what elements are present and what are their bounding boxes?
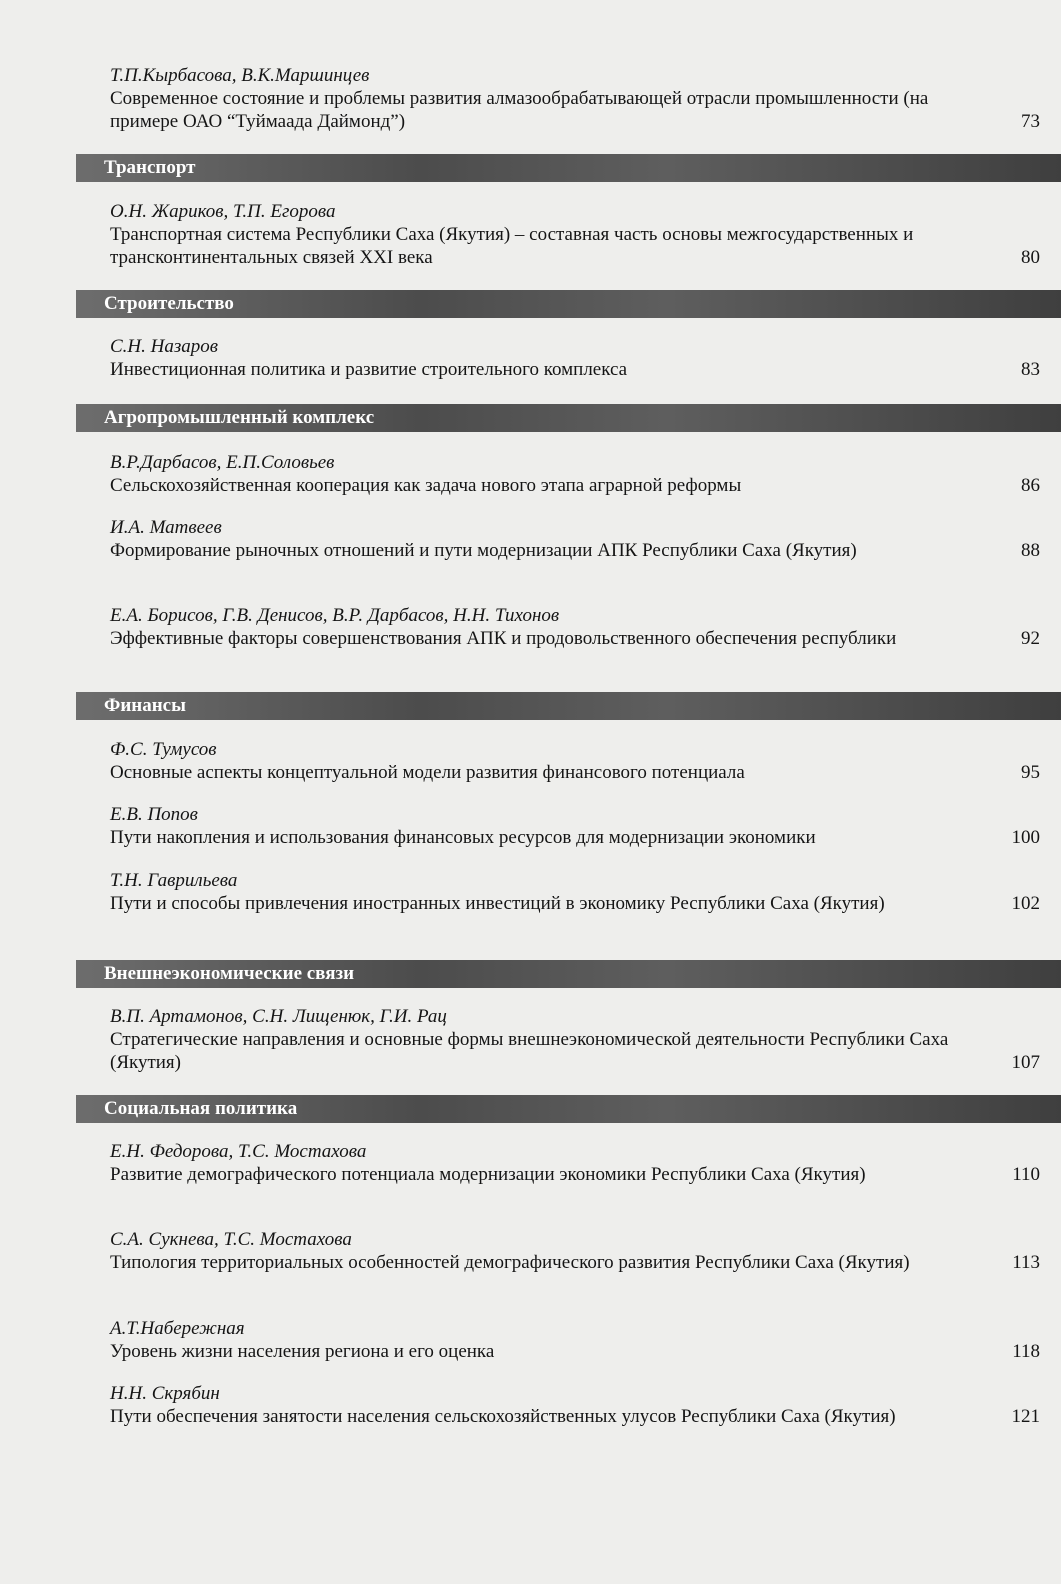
section-label: Агропромышленный комплекс <box>104 407 375 428</box>
entry-title: Пути обеспечения занятости населения сельскохозяйственных улусов Республики Саха (Якутия) <box>110 1406 896 1427</box>
section-label: Строительство <box>104 293 234 314</box>
entry-authors: С.Н. Назаров <box>110 336 219 357</box>
entry-authors: И.А. Матвеев <box>110 517 222 538</box>
toc-entry <box>110 451 1040 497</box>
entry-page-number: 92 <box>1021 628 1040 649</box>
entry-title: Стратегические направления и основные формы внешнеэкономической деятельности Республики Саха (Якутия) <box>110 1029 949 1073</box>
section-label: Социальная политика <box>104 1098 298 1119</box>
section-label: Финансы <box>104 695 186 716</box>
entry-title: Сельскохозяйственная кооперация как задача нового этапа аграрной реформы <box>110 475 742 496</box>
section-label: Транспорт <box>104 157 196 178</box>
entry-page-number: 80 <box>1021 247 1040 268</box>
entry-title: Пути и способы привлечения иностранных инвестиций в экономику Республики Саха (Якутия) <box>110 893 885 914</box>
entry-authors: Е.В. Попов <box>110 804 198 825</box>
entry-page-number: 86 <box>1021 475 1040 496</box>
section-header-construction <box>76 290 1061 318</box>
toc-entry <box>110 335 1040 381</box>
entry-page-number: 100 <box>1011 827 1040 848</box>
toc-entry <box>110 1005 1040 1074</box>
entry-title: Пути накопления и использования финансовых ресурсов для модернизации экономики <box>110 827 816 848</box>
toc-entry <box>110 803 1040 849</box>
toc-entry <box>110 604 1040 650</box>
toc-entry <box>110 1317 1040 1363</box>
entry-page-number: 95 <box>1021 762 1040 783</box>
entry-page-number: 118 <box>1012 1341 1040 1362</box>
entry-title: Развитие демографического потенциала модернизации экономики Республики Саха (Якутия) <box>110 1164 866 1185</box>
entry-authors: А.Т.Набережная <box>110 1318 245 1339</box>
entry-authors: Т.П.Кырбасова, В.К.Маршинцев <box>110 65 370 86</box>
section-label: Внешнеэкономические связи <box>104 963 355 984</box>
entry-authors: Н.Н. Скрябин <box>110 1383 220 1404</box>
entry-page-number: 83 <box>1021 359 1040 380</box>
toc-entry <box>110 1382 1040 1428</box>
toc-entry <box>110 64 1040 133</box>
entry-page-number: 107 <box>1011 1052 1040 1073</box>
toc-entry <box>110 516 1040 562</box>
entry-title: Современное состояние и проблемы развития алмазообрабатывающей отрасли промышленности (на примере ОАО “Туймаада Даймонд”) <box>110 88 929 132</box>
toc-entry <box>110 1228 1040 1274</box>
entry-authors: С.А. Сукнева, Т.С. Мостахова <box>110 1229 352 1250</box>
toc-entry <box>110 1140 1040 1186</box>
entry-authors: Е.Н. Федорова, Т.С. Мостахова <box>110 1141 367 1162</box>
entry-title: Формирование рыночных отношений и пути модернизации АПК Республики Саха (Якутия) <box>110 540 857 561</box>
entry-title: Уровень жизни населения региона и его оценка <box>110 1341 495 1362</box>
entry-authors: Т.Н. Гаврильева <box>110 870 238 891</box>
section-header-agroindustrial <box>76 404 1061 432</box>
entry-title: Инвестиционная политика и развитие строительного комплекса <box>110 359 628 380</box>
entry-title: Основные аспекты концептуальной модели развития финансового потенциала <box>110 762 745 783</box>
entry-title: Типология территориальных особенностей демографического развития Республики Саха (Якутия) <box>110 1252 910 1273</box>
toc-entry <box>110 200 1040 269</box>
toc-entry <box>110 738 1040 784</box>
entry-page-number: 121 <box>1011 1406 1040 1427</box>
entry-authors: В.Р.Дарбасов, Е.П.Соловьев <box>110 452 335 473</box>
entry-title: Транспортная система Республики Саха (Якутия) – составная часть основы межгосударственных и трансконтинентальных связей XXI века <box>110 224 914 268</box>
toc-entry <box>110 869 1040 915</box>
section-header-transport <box>76 154 1061 182</box>
section-header-social-policy <box>76 1095 1061 1123</box>
section-header-foreign-economic <box>76 960 1061 988</box>
section-header-finance <box>76 692 1061 720</box>
entry-authors: Е.А. Борисов, Г.В. Денисов, В.Р. Дарбасов, Н.Н. Тихонов <box>110 605 560 626</box>
entry-page-number: 110 <box>1012 1164 1040 1185</box>
entry-page-number: 73 <box>1021 111 1040 132</box>
entry-title: Эффективные факторы совершенствования АПК и продовольственного обеспечения республики <box>110 628 897 649</box>
entry-authors: В.П. Артамонов, С.Н. Лищенюк, Г.И. Рац <box>110 1006 447 1027</box>
entry-page-number: 113 <box>1012 1252 1040 1273</box>
entry-authors: Ф.С. Тумусов <box>110 739 217 760</box>
entry-authors: О.Н. Жариков, Т.П. Егорова <box>110 201 336 222</box>
entry-page-number: 88 <box>1021 540 1040 561</box>
entry-page-number: 102 <box>1011 893 1040 914</box>
